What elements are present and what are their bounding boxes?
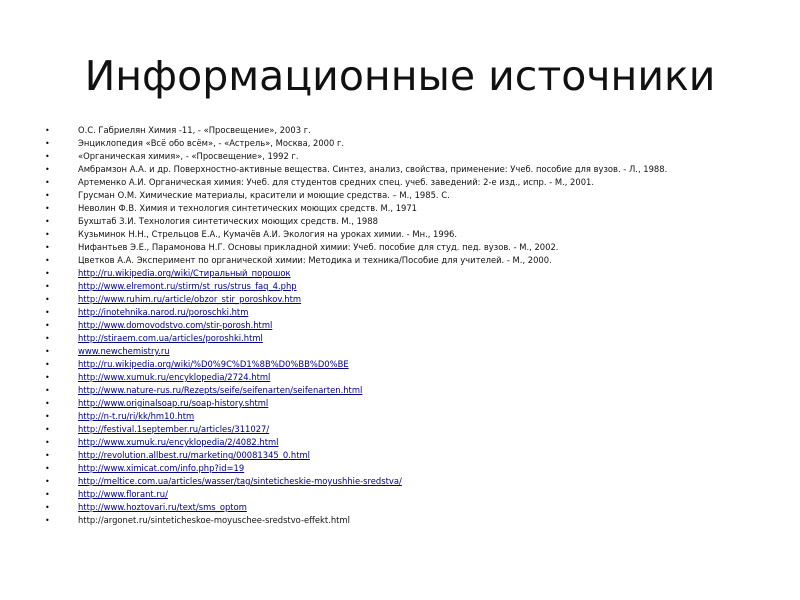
source-item [45,163,785,176]
source-text: Амбрамзон А.А. и др. Поверхностно-активные вещества. Синтез, анализ, свойства, применение: Учеб. пособие для вузов. - Л., 1988. [78,164,668,174]
source-text: Нифантьев Э.Е., Парамонова Н.Г. Основы прикладной химии: Учеб. пособие для студ. пед. вузов. - М., 2002. [78,242,559,252]
source-item [45,332,785,345]
source-text: О.С. Габриелян Химия -11, - «Просвещение», 2003 г. [78,125,311,135]
source-item [45,306,785,319]
source-link[interactable]: http://n-t.ru/ri/kk/hm10.htm [78,411,195,421]
source-link[interactable]: http://www.xumuk.ru/encyklopedia/2724.html [78,372,271,382]
source-item [45,267,785,280]
bullet-icon: • [45,269,50,278]
bullet-icon: • [45,412,50,421]
source-text: Артеменко А.И. Органическая химия: Учеб. для студентов средних спец. учеб. заведений: 2-е изд., испр. - М., 2001. [78,177,595,187]
bullet-icon: • [45,217,50,226]
bullet-icon: • [45,308,50,317]
source-item [45,449,785,462]
source-link[interactable]: http://www.xumuk.ru/encyklopedia/2/4082.html [78,437,279,447]
source-link[interactable]: http://revolution.allbest.ru/marketing/00081345_0.html [78,450,311,460]
source-link[interactable]: http://www.elremont.ru/stirm/st_rus/strus_faq_4.php [78,281,297,291]
bullet-icon: • [45,126,50,135]
source-item [45,202,785,215]
bullet-icon: • [45,399,50,408]
source-item [45,241,785,254]
bullet-icon: • [45,243,50,252]
source-link[interactable]: http://www.originalsoap.ru/soap-history.shtml [78,398,269,408]
source-item [45,501,785,514]
source-item [45,189,785,202]
source-item [45,280,785,293]
slide-title: Информационные источники [84,52,716,100]
source-link[interactable]: http://festival.1september.ru/articles/311027/ [78,424,270,434]
bullet-icon: • [45,373,50,382]
source-link[interactable]: http://meltice.com.ua/articles/wasser/tag/sinteticheskie-moyushhie-sredstva/ [78,476,402,486]
bullet-icon: • [45,204,50,213]
bullet-icon: • [45,165,50,174]
bullet-icon: • [45,230,50,239]
bullet-icon: • [45,503,50,512]
source-item [45,176,785,189]
source-item [45,462,785,475]
source-item [45,319,785,332]
source-link[interactable]: http://stiraem.com.ua/articles/poroshki.html [78,333,263,343]
bullet-icon: • [45,425,50,434]
source-text: Цветков А.А. Эксперимент по органической химии: Методика и техника/Пособие для учителей. - М., 2000. [78,255,552,265]
bullet-icon: • [45,178,50,187]
source-link[interactable]: http://inotehnika.narod.ru/poroschki.htm [78,307,249,317]
source-item [45,488,785,501]
source-item [45,215,785,228]
bullet-icon: • [45,477,50,486]
bullet-icon: • [45,334,50,343]
bullet-icon: • [45,464,50,473]
source-item [45,124,785,137]
source-item [45,397,785,410]
source-link[interactable]: http://www.ruhim.ru/article/obzor_stir_poroshkov.htm [78,294,302,304]
source-link[interactable]: http://www.domovodstvo.com/stir-porosh.html [78,320,273,330]
bullet-icon: • [45,139,50,148]
source-text: Кузьминок Н.Н., Стрельцов Е.А., Кумачёв А.И. Экология на уроках химии. - Мн., 1996. [78,229,458,239]
bullet-icon: • [45,321,50,330]
source-text: Неволин Ф.В. Химия и технология синтетических моющих средств. М., 1971 [78,203,418,213]
source-item [45,358,785,371]
source-item [45,436,785,449]
source-item [45,410,785,423]
bullet-icon: • [45,490,50,499]
bullet-icon: • [45,347,50,356]
source-item [45,293,785,306]
bullet-icon: • [45,282,50,291]
bullet-icon: • [45,386,50,395]
bullet-icon: • [45,152,50,161]
bullet-icon: • [45,256,50,265]
bullet-icon: • [45,438,50,447]
source-link[interactable]: http://www.hoztovari.ru/text/sms_optom [78,502,247,512]
source-item [45,345,785,358]
source-link[interactable]: http://www.florant.ru/ [78,489,168,499]
source-item [45,150,785,163]
source-item [45,384,785,397]
source-link[interactable]: http://www.nature-rus.ru/Rezepts/seife/seifenarten/seifenarten.html [78,385,363,395]
source-item [45,137,785,150]
source-text: Энциклопедия «Всё обо всём», - «Астрель», Москва, 2000 г. [78,138,345,148]
bullet-icon: • [45,191,50,200]
source-item [45,254,785,267]
source-link[interactable]: http://www.ximicat.com/info.php?id=19 [78,463,245,473]
source-link[interactable]: http://ru.wikipedia.org/wiki/%D0%9C%D1%8B%D0%BB%D0%BE [78,359,349,369]
source-link[interactable]: www.newchemistry.ru [78,346,170,356]
source-link[interactable]: http://ru.wikipedia.org/wiki/Стиральный_порошок [78,268,291,278]
source-item [45,514,785,527]
sources-list [45,124,785,527]
bullet-icon: • [45,360,50,369]
source-item [45,228,785,241]
source-text: «Органическая химия», - «Просвещение», 1992 г. [78,151,299,161]
source-text: Грусман О.М. Химические материалы, красители и моющие средства. – М., 1985. С. [78,190,450,200]
source-text: http://argonet.ru/sinteticheskoe-moyuschee-sredstvo-effekt.html [78,515,350,525]
bullet-icon: • [45,516,50,525]
bullet-icon: • [45,451,50,460]
source-item [45,423,785,436]
source-item [45,371,785,384]
source-text: Бухштаб З.И. Технология синтетических моющих средств. М., 1988 [78,216,378,226]
source-item [45,475,785,488]
bullet-icon: • [45,295,50,304]
